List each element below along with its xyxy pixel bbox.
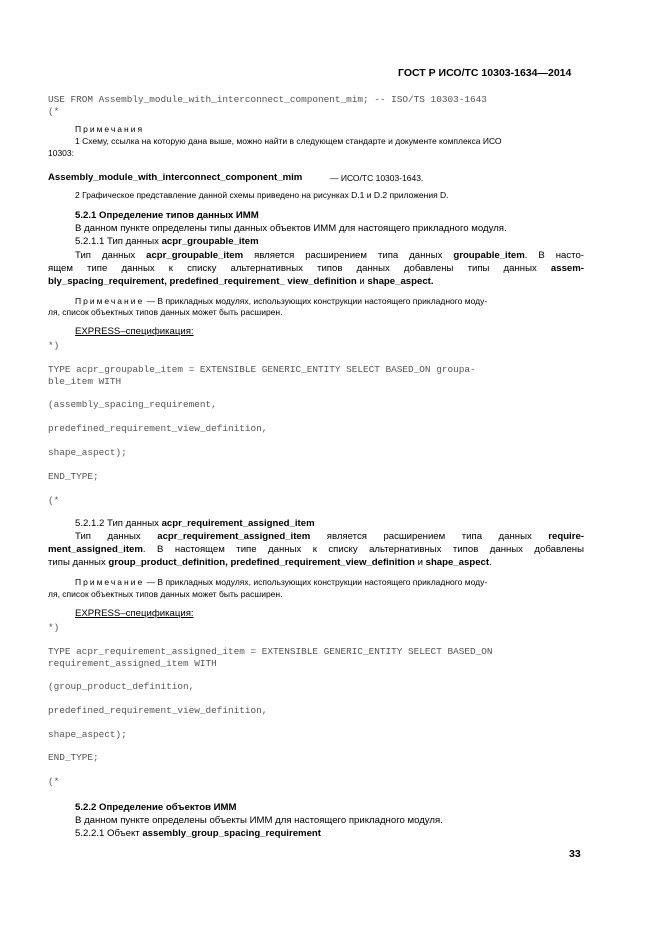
code-line: predefined_requirement_view_definition, — [48, 423, 268, 434]
code-line: *) — [48, 340, 60, 351]
section-5-2-2-heading: 5.2.2 Определение объектов ИММ — [75, 802, 237, 813]
heading-type-name: acpr_groupable_item — [161, 236, 259, 247]
code-comment-open: (* — [48, 106, 60, 117]
code-line: TYPE acpr_groupable_item = EXTENSIBLE GENERIC_ENTITY SELECT BASED_ON groupa- — [48, 364, 476, 375]
section-5-2-1-2-heading — [75, 518, 315, 530]
section-5-2-1-1-note-line-1: Примечание — В прикладных модулях, использующих конструкции настоящего прикладного моду- — [75, 296, 488, 306]
code-line: (* — [48, 495, 60, 506]
express-spec-label-1: EXPRESS–спецификация: — [75, 326, 194, 337]
code-line: END_TYPE; — [48, 752, 99, 763]
section-5-2-1-2-para-line-1: Тип данных acpr_requirement_assigned_item является расширением типа данных require- — [75, 531, 584, 542]
code-line: requirement_assigned_item WITH — [48, 658, 217, 669]
section-5-2-1-2-note-line-2: ля, список объектных типов данных может быть расширен. — [48, 589, 283, 599]
section-5-2-1-1-note-line-2: ля, список объектных типов данных может быть расширен. — [48, 307, 283, 317]
heading-prefix: 5.2.1.1 Тип данных — [75, 236, 162, 247]
note-ref-value: — ИСО/ТС 10303-1643. — [330, 173, 424, 183]
section-5-2-1-intro: В данном пункте определены типы данных объектов ИММ для настоящего прикладного модуля. — [75, 223, 507, 234]
section-5-2-1-heading: 5.2.1 Определение типов данных ИММ — [75, 210, 259, 221]
code-line: TYPE acpr_requirement_assigned_item = EXTENSIBLE GENERIC_ENTITY SELECT BASED_ON — [48, 646, 493, 657]
section-5-2-1-2-para-line-2: ment_assigned_item. В настоящем типе данных к списку альтернативных типов данных добавлены — [48, 544, 584, 555]
code-line: predefined_requirement_view_definition, — [48, 705, 268, 716]
code-line: (* — [48, 776, 60, 787]
heading-prefix: 5.2.2.1 Объект — [75, 828, 143, 839]
code-line: shape_aspect); — [48, 447, 127, 458]
express-spec-label-2: EXPRESS–спецификация: — [75, 608, 194, 619]
note-title: Примечания — [75, 124, 145, 134]
section-5-2-1-2-para-line-3: типы данных group_product_definition, predefined_requirement_view_definition и shape_aspect. — [48, 557, 492, 568]
section-5-2-1-1-para-line-2: ящем типе данных к списку альтернативных типов данных добавлены типы данных assem- — [48, 263, 584, 274]
note-line-3: 2 Графическое представление данной схемы приведено на рисунках D.1 и D.2 приложения D. — [75, 190, 449, 200]
code-line: (assembly_spacing_requirement, — [48, 399, 217, 410]
heading-prefix: 5.2.1.2 Тип данных — [75, 518, 162, 529]
note-line-1: 1 Схему, ссылка на которую дана выше, можно найти в следующем стандарте и документе комплекса ИСО — [75, 136, 502, 146]
code-line: ble_item WITH — [48, 376, 122, 387]
section-5-2-1-1-para-line-3: bly_spacing_requirement, predefined_requirement_ view_definition и shape_aspect. — [48, 276, 434, 287]
code-line: *) — [48, 622, 60, 633]
section-5-2-1-1-heading — [75, 236, 259, 248]
section-5-2-2-intro: В данном пункте определены объекты ИММ для настоящего прикладного модуля. — [75, 815, 443, 826]
section-5-2-2-1-heading — [75, 828, 321, 840]
heading-type-name: acpr_requirement_assigned_item — [161, 518, 315, 529]
page-number: 33 — [569, 848, 581, 860]
code-use-from: USE FROM Assembly_module_with_interconnect_component_mim; -- ISO/TS 10303-1643 — [48, 94, 487, 105]
document-header: ГОСТ Р ИСО/ТС 10303-1634—2014 — [398, 67, 572, 79]
section-5-2-1-2-note-line-1: Примечание — В прикладных модулях, использующих конструкции настоящего прикладного моду- — [75, 577, 488, 587]
heading-entity-name: assembly_group_spacing_requirement — [142, 828, 321, 839]
note-line-2: 10303: — [48, 148, 74, 158]
code-line: shape_aspect); — [48, 729, 127, 740]
section-5-2-1-1-para-line-1: Тип данных acpr_groupable_item является расширением типа данных groupable_item. В насто- — [75, 250, 584, 261]
code-line: (group_product_definition, — [48, 681, 195, 692]
code-line: END_TYPE; — [48, 471, 99, 482]
note-ref-name: Assembly_module_with_interconnect_component_mim — [48, 172, 303, 183]
